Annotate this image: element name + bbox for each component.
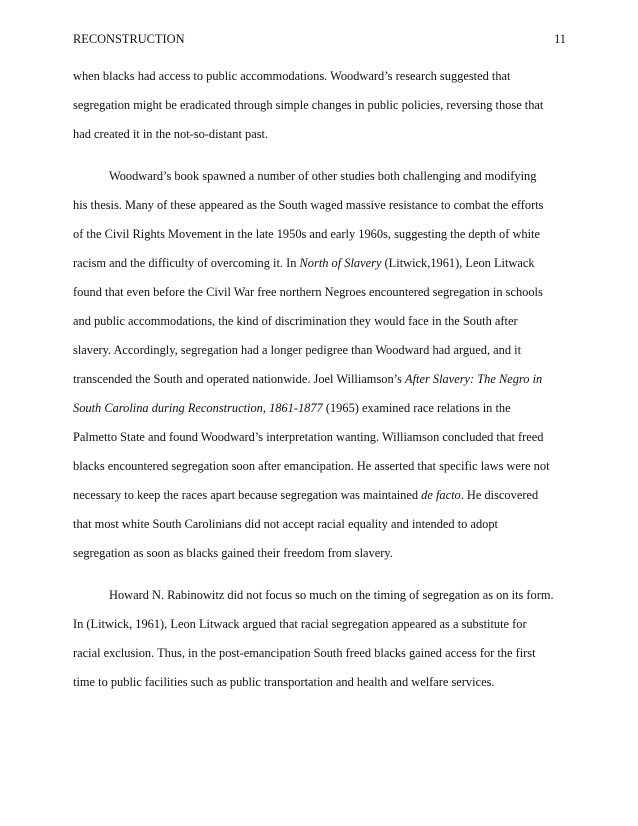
page-header	[73, 32, 566, 52]
text-run: segregation might be eradicated through simple changes in public policies, reversing those that	[73, 98, 544, 112]
text-line	[73, 191, 567, 220]
page-number: 11	[554, 32, 566, 46]
text-run: Woodward’s book spawned a number of other studies both challenging and modifying	[109, 169, 537, 183]
italic-term: de facto	[421, 488, 461, 502]
text-run: segregation as soon as blacks gained their freedom from slavery.	[73, 546, 393, 560]
text-run: and public accommodations, the kind of discrimination they would face in the South after	[73, 314, 518, 328]
text-line	[73, 539, 567, 568]
text-run: (Litwick,1961), Leon Litwack	[381, 256, 535, 270]
text-run: of the Civil Rights Movement in the late 1950s and early 1960s, suggesting the depth of white	[73, 227, 540, 241]
text-run: had created it in the not-so-distant past.	[73, 127, 269, 141]
paragraph	[73, 162, 567, 568]
paragraph	[73, 62, 567, 149]
text-run: (1965) examined race relations in the	[322, 401, 511, 415]
text-line	[73, 120, 567, 149]
text-line	[73, 452, 567, 481]
text-run: found that even before the Civil War free northern Negroes encountered segregation in schools	[73, 285, 543, 299]
text-line	[73, 162, 567, 191]
text-run: time to public facilities such as public transportation and health and welfare services.	[73, 675, 495, 689]
paragraph	[73, 581, 567, 697]
text-line	[73, 307, 567, 336]
text-line	[73, 639, 567, 668]
body-text	[73, 62, 567, 697]
text-run: racial exclusion. Thus, in the post-emancipation South freed blacks gained access for the first	[73, 646, 536, 660]
text-line	[73, 91, 567, 120]
paragraph-gap	[73, 149, 567, 162]
text-line	[73, 423, 567, 452]
text-run: blacks encountered segregation soon after emancipation. He asserted that specific laws were not	[73, 459, 550, 473]
text-line	[73, 278, 567, 307]
text-run: necessary to keep the races apart because segregation was maintained	[73, 488, 422, 502]
paragraph-gap	[73, 568, 567, 581]
text-line	[73, 481, 567, 510]
text-run: slavery. Accordingly, segregation had a longer pedigree than Woodward had argued, and it	[73, 343, 522, 357]
text-line	[73, 394, 567, 423]
running-head: RECONSTRUCTION	[73, 32, 185, 46]
italic-title: South Carolina during Reconstruction, 1861-1877	[73, 401, 323, 415]
text-line	[73, 581, 567, 610]
text-line	[73, 668, 567, 697]
text-run: racism and the difficulty of overcoming it. In	[73, 256, 300, 270]
text-line	[73, 365, 567, 394]
text-run: that most white South Carolinians did not accept racial equality and intended to adopt	[73, 517, 498, 531]
text-line	[73, 220, 567, 249]
text-line	[73, 62, 567, 91]
text-run: his thesis. Many of these appeared as the South waged massive resistance to combat the efforts	[73, 198, 544, 212]
text-line	[73, 249, 567, 278]
text-run: transcended the South and operated nationwide. Joel Williamson’s	[73, 372, 406, 386]
text-run: . He discovered	[460, 488, 539, 502]
text-run: In (Litwick, 1961), Leon Litwack argued that racial segregation appeared as a substitute for	[73, 617, 527, 631]
text-line	[73, 610, 567, 639]
text-run: Palmetto State and found Woodward’s interpretation wanting. Williamson concluded that freed	[73, 430, 544, 444]
text-run: when blacks had access to public accommodations. Woodward’s research suggested that	[73, 69, 511, 83]
text-line	[73, 336, 567, 365]
italic-title: After Slavery: The Negro in	[405, 372, 543, 386]
text-run: Howard N. Rabinowitz did not focus so much on the timing of segregation as on its form.	[109, 588, 554, 602]
text-line	[73, 510, 567, 539]
italic-title: North of Slavery	[299, 256, 382, 270]
